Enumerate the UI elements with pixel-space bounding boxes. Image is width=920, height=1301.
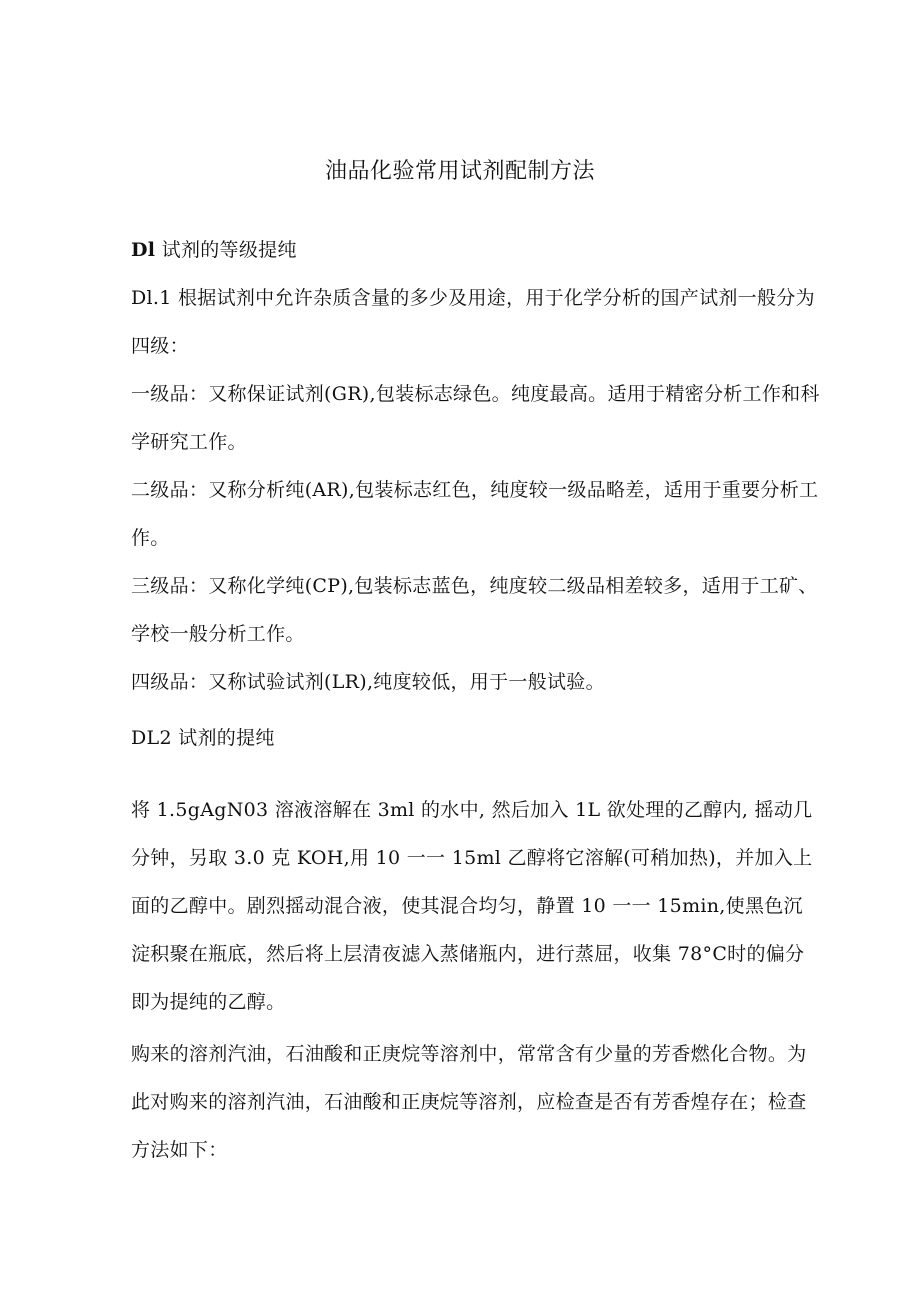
paragraph-ethanol-purification: 将 1.5gAgN03 溶液溶解在 3ml 的水中, 然后加入 1L 欲处理的乙醇内, 摇动几分钟，另取 3.0 克 KOH,用 10 一一 15ml 乙醇将它溶解(可稍加热)，并加入上面的乙醇中。剧烈摇动混合液，使其混合均匀，静置 10 一一 15min,使黑色沉淀积聚在瓶底，然后将上层清夜滤入蒸储瓶内，进行蒸屈，收集 78°C时的偏分即为提纯的乙醇。 — [131, 799, 813, 1013]
paragraph-grade-4: 四级品：又称试验试剂(LR),纯度较低，用于一般试验。 — [131, 671, 605, 693]
section-heading-text: 试剂的等级提纯 — [161, 239, 297, 261]
paragraph-d1-1: Dl.1 根据试剂中允许杂质含量的多少及用途，用于化学分析的国产试剂一般分为四级： — [131, 287, 815, 357]
paragraph-grade-3: 三级品：又称化学纯(CP),包装标志蓝色，纯度较二级品相差较多，适用于工矿、学校一般分析工作。 — [131, 575, 818, 645]
document-title: 油品化验常用试剂配制方法 — [324, 159, 595, 184]
section-number: Dl — [131, 239, 156, 261]
paragraph-grade-1: 一级品：又称保证试剂(GR),包装标志绿色。纯度最高。适用于精密分析工作和科学研究工作。 — [131, 383, 820, 453]
section-heading-dl2: DL2 试剂的提纯 — [131, 727, 275, 749]
section-heading-d1 — [131, 226, 821, 274]
paragraph-grade-2: 二级品：又称分析纯(AR),包装标志红色，纯度较一级品略差，适用于重要分析工作。 — [131, 479, 819, 549]
paragraph-solvent-check: 购来的溶剂汽油，石油酸和正庚烷等溶剂中，常常含有少量的芳香燃化合物。为此对购来的溶剂汽油，石油酸和正庚烷等溶剂，应检查是否有芳香煌存在；检查方法如下： — [131, 1043, 807, 1161]
